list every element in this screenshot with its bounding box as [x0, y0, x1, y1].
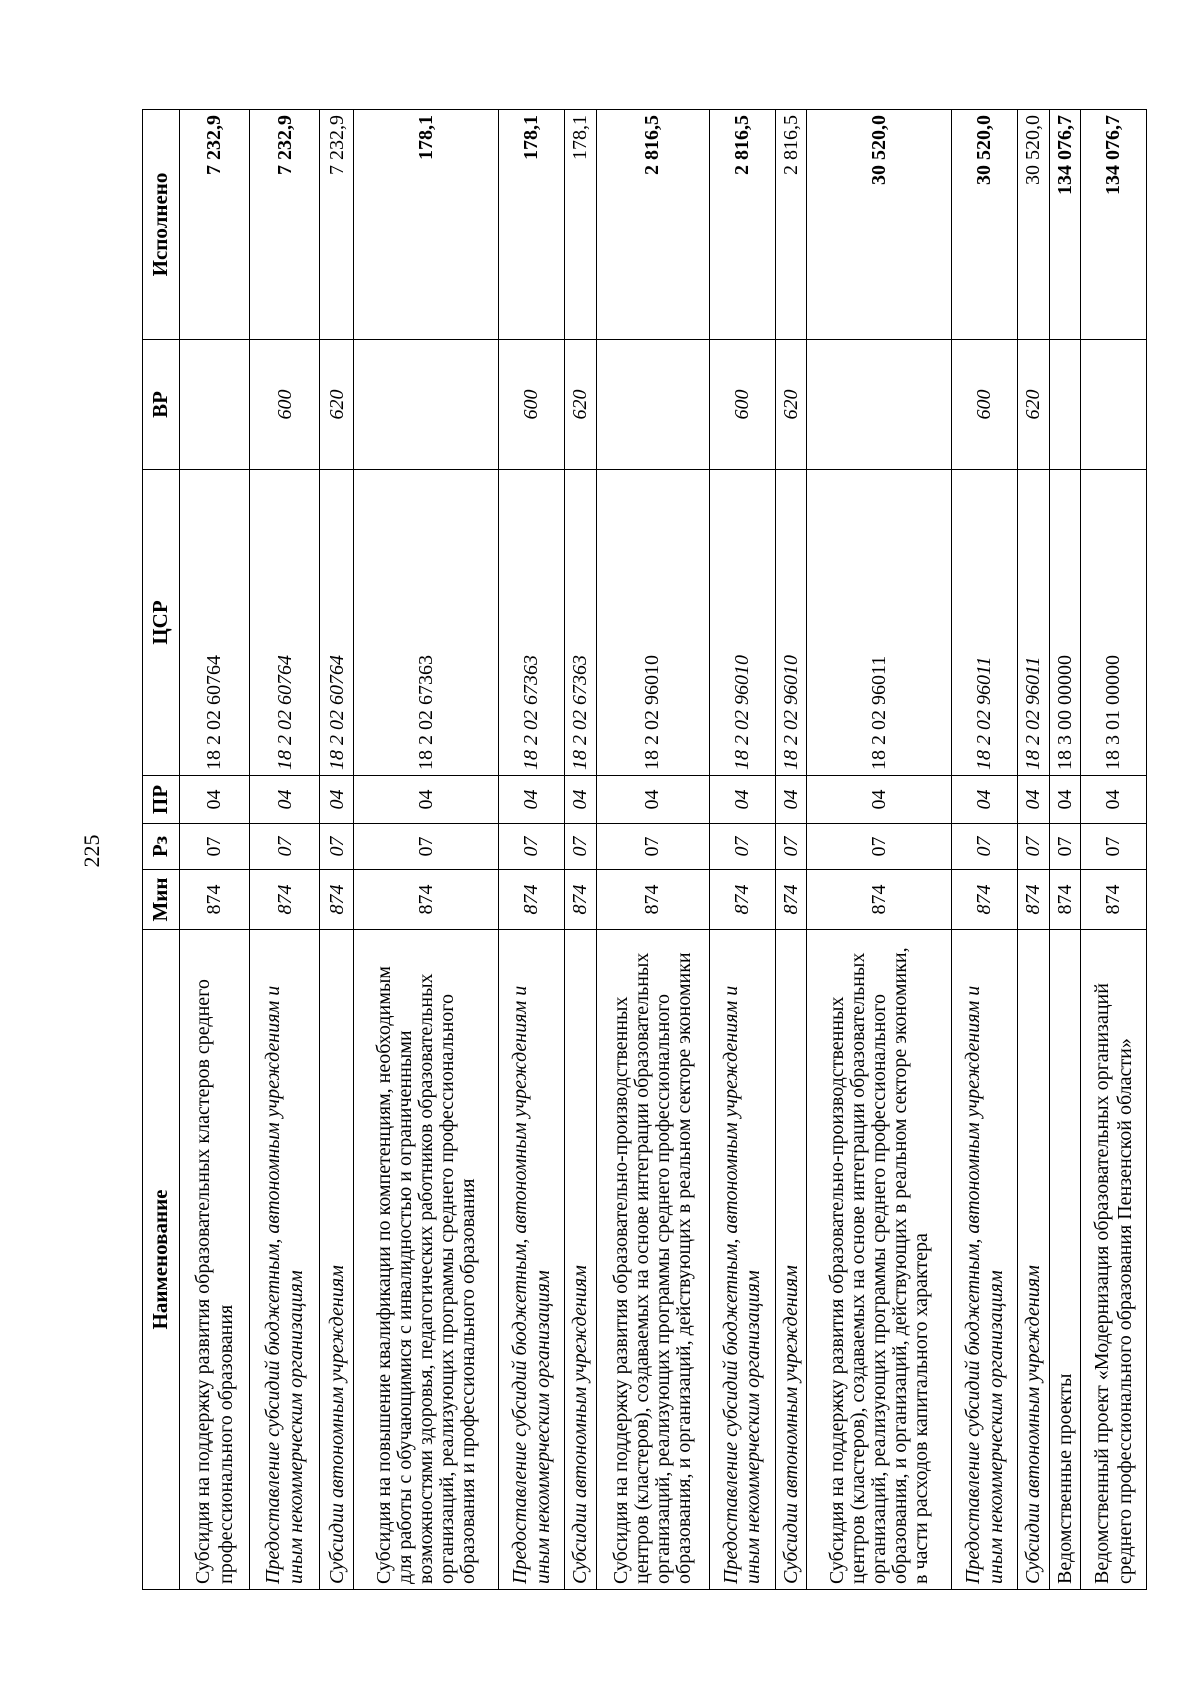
cell-csr: 18 2 02 67363	[564, 470, 596, 776]
cell-name: Предоставление субсидий бюджетным, автономным учреждениям и иным некоммерческим организациям	[709, 930, 775, 1590]
cell-executed: 2 816,5	[596, 110, 709, 340]
cell-csr: 18 3 01 00000	[1081, 470, 1147, 776]
cell-vr: 600	[499, 340, 565, 470]
cell-pr: 04	[499, 776, 565, 824]
cell-vr: 620	[775, 340, 807, 470]
cell-rz: 07	[180, 824, 250, 870]
table-row	[1081, 110, 1147, 1590]
cell-executed: 30 520,0	[807, 110, 952, 340]
cell-rz: 07	[596, 824, 709, 870]
cell-min: 874	[250, 870, 320, 930]
cell-name: Ведомственный проект «Модернизация образовательных организаций среднего профессионального образования Пензенской области»	[1081, 930, 1147, 1590]
cell-vr	[1081, 340, 1147, 470]
cell-vr	[354, 340, 499, 470]
cell-executed: 7 232,9	[250, 110, 320, 340]
table-header-row	[143, 110, 180, 1590]
cell-executed: 7 232,9	[180, 110, 250, 340]
cell-executed: 178,1	[354, 110, 499, 340]
cell-name: Ведомственные проекты	[1049, 930, 1081, 1590]
cell-vr	[807, 340, 952, 470]
cell-executed: 2 816,5	[775, 110, 807, 340]
cell-pr: 04	[596, 776, 709, 824]
cell-vr: 600	[250, 340, 320, 470]
cell-executed: 178,1	[564, 110, 596, 340]
cell-vr: 600	[709, 340, 775, 470]
cell-rz: 07	[499, 824, 565, 870]
cell-executed: 2 816,5	[709, 110, 775, 340]
cell-name: Субсидии автономным учреждениям	[564, 930, 596, 1590]
cell-pr: 04	[709, 776, 775, 824]
cell-pr: 04	[1049, 776, 1081, 824]
table-row	[807, 110, 952, 1590]
cell-csr: 18 2 02 96011	[807, 470, 952, 776]
cell-csr: 18 2 02 67363	[354, 470, 499, 776]
cell-name: Субсидия на повышение квалификации по компетенциям, необходимым для работы с обучающимися с инвалидностью и ограниченными возможностями здоровья, педагогических работников образовательных организаций, реализующих программы среднего профессионального образования и профессионального образования	[354, 930, 499, 1590]
header-name: Наименование	[143, 930, 180, 1590]
cell-min: 874	[709, 870, 775, 930]
cell-rz: 07	[320, 824, 354, 870]
cell-rz: 07	[1049, 824, 1081, 870]
cell-min: 874	[564, 870, 596, 930]
cell-vr	[1049, 340, 1081, 470]
table-row	[709, 110, 775, 1590]
table-row	[180, 110, 250, 1590]
cell-min: 874	[1081, 870, 1147, 930]
cell-name: Предоставление субсидий бюджетным, автономным учреждениям и иным некоммерческим организациям	[250, 930, 320, 1590]
cell-rz: 07	[775, 824, 807, 870]
cell-pr: 04	[564, 776, 596, 824]
cell-csr: 18 2 02 60764	[180, 470, 250, 776]
cell-name: Субсидия на поддержку развития образовательно-производственных центров (кластеров), создаваемых на основе интеграции образовательных организаций, реализующих программы среднего профессионального образования, и организаций, действующих в реальном секторе экономики	[596, 930, 709, 1590]
cell-csr: 18 2 02 96010	[709, 470, 775, 776]
header-pr: ПР	[143, 776, 180, 824]
cell-csr: 18 2 02 67363	[499, 470, 565, 776]
cell-csr: 18 3 00 00000	[1049, 470, 1081, 776]
cell-vr	[596, 340, 709, 470]
header-rz: Рз	[143, 824, 180, 870]
cell-executed: 134 076,7	[1081, 110, 1147, 340]
cell-executed: 178,1	[499, 110, 565, 340]
cell-min: 874	[952, 870, 1018, 930]
cell-executed: 30 520,0	[952, 110, 1018, 340]
cell-pr: 04	[807, 776, 952, 824]
cell-name: Субсидия на поддержку развития образовательных кластеров среднего профессионального образования	[180, 930, 250, 1590]
header-vr: ВР	[143, 340, 180, 470]
cell-executed: 7 232,9	[320, 110, 354, 340]
table-row	[320, 110, 354, 1590]
table-row	[775, 110, 807, 1590]
cell-csr: 18 2 02 96010	[596, 470, 709, 776]
cell-name: Субсидия на поддержку развития образовательно-производственных центров (кластеров), создаваемых на основе интеграции образовательных организаций, реализующих программы среднего профессионального образования, и организаций, действующих в реальном секторе экономики, в части расходов капитального характера	[807, 930, 952, 1590]
budget-table	[142, 109, 1147, 1590]
cell-rz: 07	[952, 824, 1018, 870]
table-row	[499, 110, 565, 1590]
table-row	[564, 110, 596, 1590]
cell-name: Субсидии автономным учреждениям	[320, 930, 354, 1590]
cell-pr: 04	[180, 776, 250, 824]
cell-executed: 134 076,7	[1049, 110, 1081, 340]
table-row	[354, 110, 499, 1590]
header-csr: ЦСР	[143, 470, 180, 776]
cell-vr: 600	[952, 340, 1018, 470]
cell-csr: 18 2 02 96011	[1017, 470, 1049, 776]
cell-min: 874	[180, 870, 250, 930]
cell-min: 874	[499, 870, 565, 930]
cell-rz: 07	[709, 824, 775, 870]
cell-name: Субсидии автономным учреждениям	[1017, 930, 1049, 1590]
table-row	[250, 110, 320, 1590]
cell-pr: 04	[320, 776, 354, 824]
cell-csr: 18 2 02 60764	[250, 470, 320, 776]
cell-min: 874	[354, 870, 499, 930]
cell-pr: 04	[354, 776, 499, 824]
cell-rz: 07	[354, 824, 499, 870]
cell-vr: 620	[1017, 340, 1049, 470]
cell-vr: 620	[320, 340, 354, 470]
cell-name: Предоставление субсидий бюджетным, автономным учреждениям и иным некоммерческим организациям	[499, 930, 565, 1590]
table-row	[1017, 110, 1049, 1590]
page-number: 225	[79, 834, 104, 868]
cell-csr: 18 2 02 96010	[775, 470, 807, 776]
cell-vr	[180, 340, 250, 470]
cell-pr: 04	[775, 776, 807, 824]
cell-pr: 04	[1017, 776, 1049, 824]
cell-min: 874	[1017, 870, 1049, 930]
cell-min: 874	[775, 870, 807, 930]
cell-rz: 07	[1081, 824, 1147, 870]
cell-pr: 04	[250, 776, 320, 824]
cell-rz: 07	[564, 824, 596, 870]
cell-pr: 04	[1081, 776, 1147, 824]
cell-min: 874	[807, 870, 952, 930]
cell-name: Субсидии автономным учреждениям	[775, 930, 807, 1590]
header-executed: Исполнено	[143, 110, 180, 340]
table-row	[596, 110, 709, 1590]
cell-vr: 620	[564, 340, 596, 470]
table-row	[952, 110, 1018, 1590]
cell-csr: 18 2 02 60764	[320, 470, 354, 776]
header-min: Мин	[143, 870, 180, 930]
cell-csr: 18 2 02 96011	[952, 470, 1018, 776]
cell-min: 874	[596, 870, 709, 930]
cell-executed: 30 520,0	[1017, 110, 1049, 340]
rotated-table-container	[142, 110, 1147, 1590]
cell-name: Предоставление субсидий бюджетным, автономным учреждениям и иным некоммерческим организациям	[952, 930, 1018, 1590]
table-row	[1049, 110, 1081, 1590]
cell-rz: 07	[250, 824, 320, 870]
cell-min: 874	[1049, 870, 1081, 930]
cell-min: 874	[320, 870, 354, 930]
cell-rz: 07	[1017, 824, 1049, 870]
cell-rz: 07	[807, 824, 952, 870]
cell-pr: 04	[952, 776, 1018, 824]
